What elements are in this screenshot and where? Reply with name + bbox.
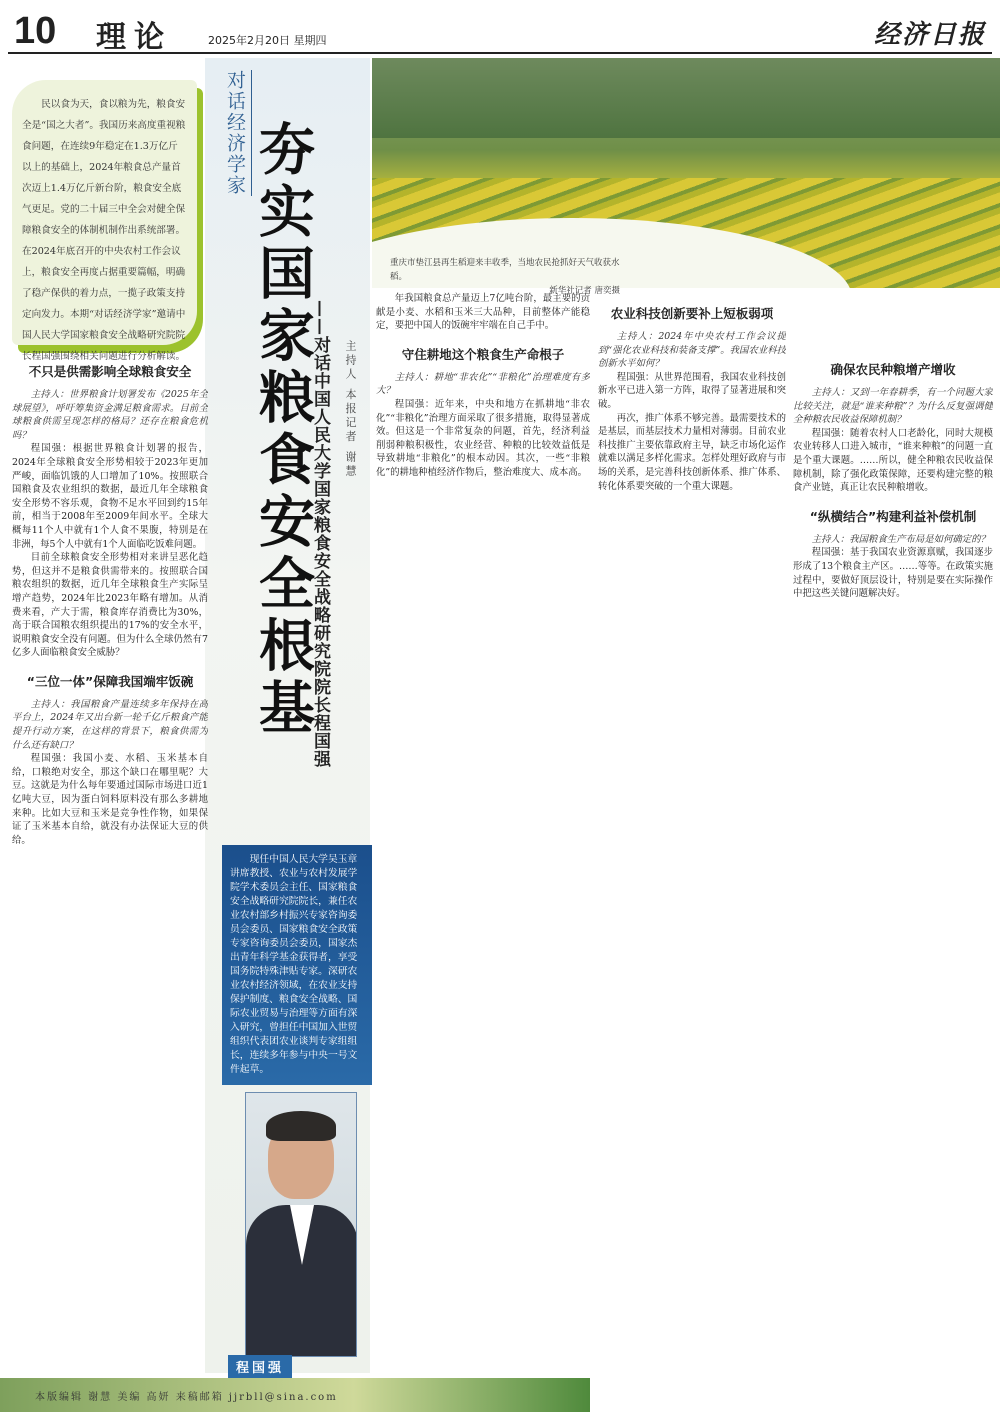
host-question: 主持人：世界粮食计划署发布《2025年全球展望》，呼吁筹集资金满足粮食需求。目前全球粮食供需呈现怎样的格局？还存在粮食危机吗？	[12, 389, 208, 441]
rice-field-photo	[372, 58, 1000, 288]
host-question: 主持人：又到一年春耕季，有一个问题大家比较关注，就是“谁来种粮”？为什么反复强调健全种粮农民收益保障机制？	[793, 387, 993, 426]
host-question: 主持人：我国粮食产量连续多年保持在高平台上，2024年又出台新一轮千亿斤粮食产能提升行动方案，在这样的背景下，粮食供需为什么还有缺口？	[12, 698, 208, 751]
masthead-logo: 经济日报	[873, 20, 986, 50]
column-kicker: 对话经济学家	[222, 70, 252, 196]
section-heading: 守住耕地这个粮食生产命根子	[401, 346, 565, 362]
column-3	[598, 292, 786, 1410]
answer-paragraph: 程国强：我国小麦、水稻、玉米基本自给，口粮绝对安全，那这个缺口在哪里呢？大豆。这就是为什么每年要通过国际市场进口近1亿吨大豆，因为蛋白饲料原料没有那么多耕地来种。比如大豆和玉米是竞争性作物，如果保证了玉米基本自给，就没有办法保证大豆的供给。	[12, 753, 208, 846]
editor-credits: 本版编辑 谢慧 美编 高妍 来稿邮箱 jjrbll@sina.com	[35, 1392, 338, 1403]
intro-box: 民以食为天，食以粮为先，粮食安全是“国之大者”。我国历来高度重视粮食问题，在连续9年稳定在1.3万亿斤以上的基础上，2024年粮食总产量首次迈上1.4万亿斤新台阶，粮食安全底气更足。党的二十届三中全会对健全保障粮食安全的体制机制作出系统部署。在2024年底召开的中央农村工作会议上，粮食安全再度占据重要篇幅，明确了稳产保供的着力点，一揽子政策支持定向发力。本期“对话经济学家”邀请中国人民大学国家粮食安全战略研究院院长程国强围绕相关问题进行分析解读。	[12, 80, 197, 345]
answer-paragraph: 程国强：基于我国农业资源禀赋，我国逐步形成了13个粮食主产区。……等等。在政策实施过程中，要做好顶层设计，特别是要在实际操作中把这些关键问题解决好。	[793, 547, 993, 600]
column-2	[376, 292, 590, 1372]
answer-paragraph: 程国强：从世界范围看，我国农业科技创新水平已进入第一方阵，取得了显著进展和突破。	[598, 371, 786, 410]
section-heading: 确保农民种粮增产增收	[830, 362, 956, 377]
host-byline: 主持人 本报记者 谢慧	[344, 340, 357, 479]
section-heading: “三位一体”保障我国端牢饭碗	[26, 673, 194, 689]
caption-credit: 新华社记者 唐奕摄	[549, 286, 620, 296]
article-title: 夯实国家粮食安全根基	[250, 120, 315, 740]
expert-name: 程国强	[228, 1355, 292, 1378]
page-number: 10	[14, 10, 57, 52]
article-subtitle: ——对话中国人民大学国家粮食安全战略研究院院长程国强	[310, 300, 330, 768]
answer-paragraph: 程国强：根据世界粮食计划署的报告，2024年全球粮食安全形势相较于2023年更加严峻，面临饥饿的人口增加了10%。按照联合国粮食及农业组织的数据，最近几年全球粮食安全形势不容乐观，食物不足水平回到约15年前，相当于2008年至2009年间水平。全球大概每11个人中就有1个人食不果腹，特别是在非洲，每5个人中就有1个人面临吃饭难问题。	[12, 443, 208, 550]
section-heading: “纵横结合”构建利益补偿机制	[809, 508, 977, 524]
caption-text: 重庆市垫江县再生稻迎来丰收季，当地农民抢抓好天气收获水稻。	[390, 258, 620, 282]
column-1	[12, 350, 208, 1375]
section-name: 理论	[96, 20, 172, 55]
answer-paragraph: 程国强：近年来，中央和地方在抓耕地“非农化”“非粮化”治理方面采取了很多措施，取得显著成效。但这是一个非常复杂的问题，首先，经济利益削弱种粮积极性，农业经营、种粮的比较效益低是导致耕地“非粮化”的根本动因。其次，一些“非粮化”的耕地种植经济作物后，整治难度大、成本高。	[376, 398, 590, 478]
host-question: 主持人：2024年中央农村工作会议提到“强化农业科技和装备支撑”。我国农业科技创新水平如何？	[598, 331, 786, 370]
answer-paragraph: 年我国粮食总产量迈上7亿吨台阶，最主要的贡献是小麦、水稻和玉米三大品种，目前整体产能稳定，要把中国人的饭碗牢牢端在自己手中。	[376, 293, 590, 332]
column-4	[793, 300, 993, 1410]
section-heading: 农业科技创新要补上短板弱项	[610, 306, 774, 321]
host-question: 主持人：我国粮食生产布局是如何确定的？	[811, 533, 990, 545]
expert-bio: 现任中国人民大学吴玉章讲席教授、农业与农村发展学院学术委员会主任、国家粮食安全战略研究院院长，兼任农业农村部乡村振兴专家咨询委员会委员、国家粮食安全政策专家咨询委员会委员，国家杰出青年科学基金获得者，享受国务院特殊津贴专家。深研农业农村经济领域，在农业支持保护制度、粮食安全战略、国际农业贸易与治理等方面有深入研究，曾担任中国加入世贸组织代表团农业谈判专家组组长，连续多年参与中央一号文件起草。	[222, 845, 372, 1085]
host-question: 主持人：耕地“非农化”“非粮化”治理难度有多大？	[376, 371, 590, 397]
page-footer	[0, 1378, 590, 1412]
page-header	[8, 0, 992, 54]
section-heading: 不只是供需影响全球粮食安全	[28, 364, 192, 379]
answer-paragraph: 再次，推广体系不够完善。最需要技术的是基层，而基层技术力量相对薄弱。目前农业科技推广主要依靠政府主导，缺乏市场化运作就难以满足多样化需求。怎样处理好政府与市场的关系，是完善科技创新体系、推广体系、转化体系要突破的一个重大课题。	[598, 412, 786, 492]
answer-paragraph: 程国强：随着农村人口老龄化，同时大规模农业转移人口进入城市，“谁来种粮”的问题一直是个重大课题。……所以，健全种粮农民收益保障机制，除了强化政策保障，还要构建完整的粮食产业链，真正让农民种粮增收。	[793, 427, 993, 494]
expert-portrait	[245, 1092, 357, 1357]
issue-date: 2025年2月20日 星期四	[208, 34, 327, 47]
answer-paragraph: 目前全球粮食安全形势相对来讲呈恶化趋势，但这并不是粮食供需带来的。按照联合国粮农组织的数据，近几年全球粮食生产实际呈增产趋势，2024年比2023年略有增加。从消费来看，产大于需，粮食库存消费比为30%，高于联合国粮农组织提出的17%的安全水平，说明粮食安全没有问题。但为什么全球仍然有7亿多人面临粮食安全威胁？	[12, 552, 208, 659]
